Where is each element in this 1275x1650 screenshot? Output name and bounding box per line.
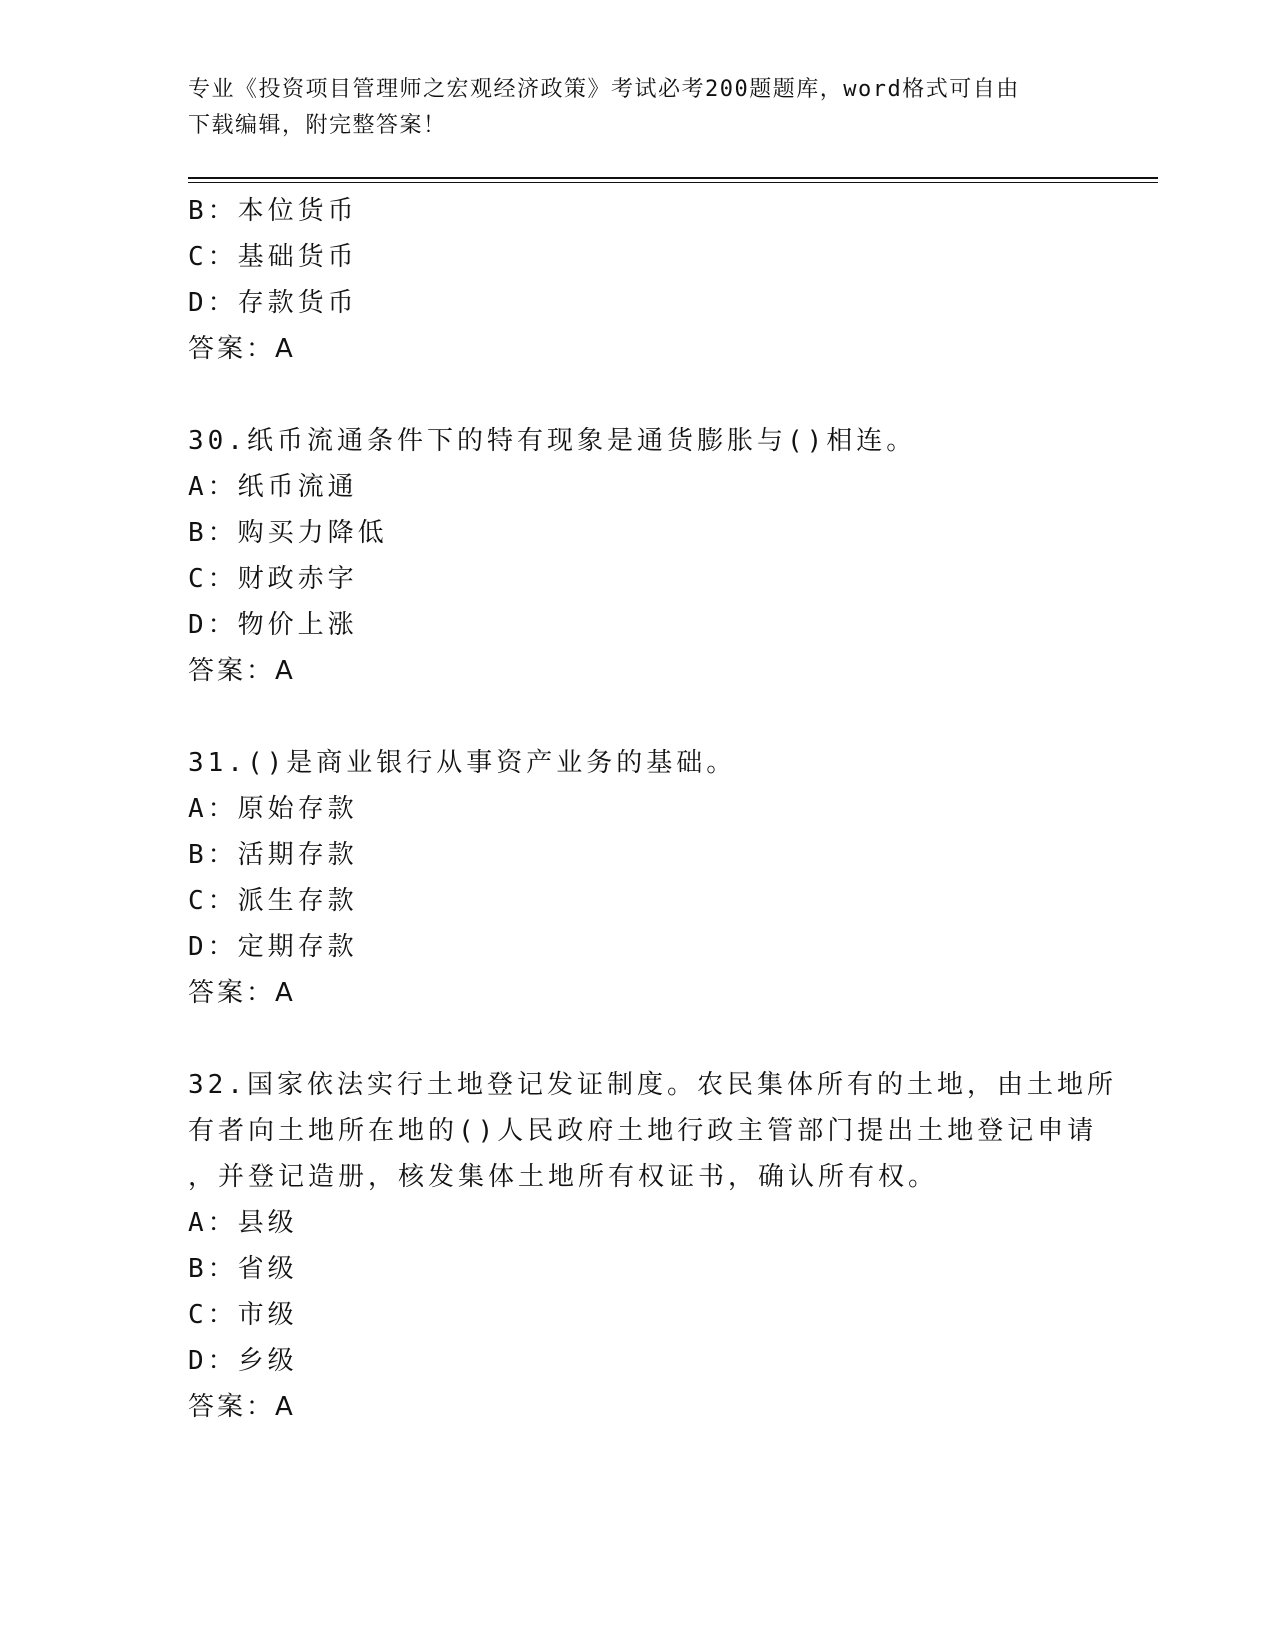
answer-line: 答案：A [188, 978, 296, 1008]
option-a: A：原始存款 [188, 794, 358, 824]
option-c: C：派生存款 [188, 886, 358, 916]
option-b: B：活期存款 [188, 840, 358, 870]
answer-line: 答案：A [188, 656, 296, 686]
option-c: C：基础货币 [188, 242, 358, 272]
question-text-line-3: ，并登记造册，核发集体土地所有权证书，确认所有权。 [188, 1162, 939, 1192]
option-d: D：定期存款 [188, 932, 358, 962]
header-divider-bottom [188, 182, 1158, 183]
answer-line: 答案：A [188, 1392, 296, 1422]
answer-line: 答案：A [188, 334, 296, 364]
option-d: D：乡级 [188, 1346, 298, 1376]
option-c: C：财政赤字 [188, 564, 358, 594]
question-block-prev [188, 188, 1088, 372]
question-text: 31.()是商业银行从事资产业务的基础。 [188, 748, 737, 778]
spacer [188, 372, 1088, 418]
option-d: D：存款货币 [188, 288, 358, 318]
header-line-2: 下载编辑，附完整答案！ [188, 113, 447, 138]
question-text: 30.纸币流通条件下的特有现象是通货膨胀与()相连。 [188, 426, 917, 456]
document-header [188, 72, 1088, 144]
header-divider-top [188, 177, 1158, 179]
option-b: B：购买力降低 [188, 518, 388, 548]
option-b: B：本位货币 [188, 196, 358, 226]
option-b: B：省级 [188, 1254, 298, 1284]
question-block-32 [188, 1062, 1117, 1430]
option-c: C：市级 [188, 1300, 298, 1330]
option-a: A：县级 [188, 1208, 298, 1238]
question-list [188, 188, 1117, 1430]
spacer [188, 1016, 1088, 1062]
option-d: D：物价上涨 [188, 610, 358, 640]
question-block-31 [188, 740, 1088, 1016]
header-line-1: 专业《投资项目管理师之宏观经济政策》考试必考200题题库，word格式可自由 [188, 77, 1020, 102]
option-a: A：纸币流通 [188, 472, 358, 502]
spacer [188, 694, 1088, 740]
question-block-30 [188, 418, 1088, 694]
question-text-line-2: 有者向土地所在地的()人民政府土地行政主管部门提出土地登记申请 [188, 1116, 1098, 1146]
question-text-line-1: 32.国家依法实行土地登记发证制度。农民集体所有的土地，由土地所 [188, 1070, 1117, 1100]
